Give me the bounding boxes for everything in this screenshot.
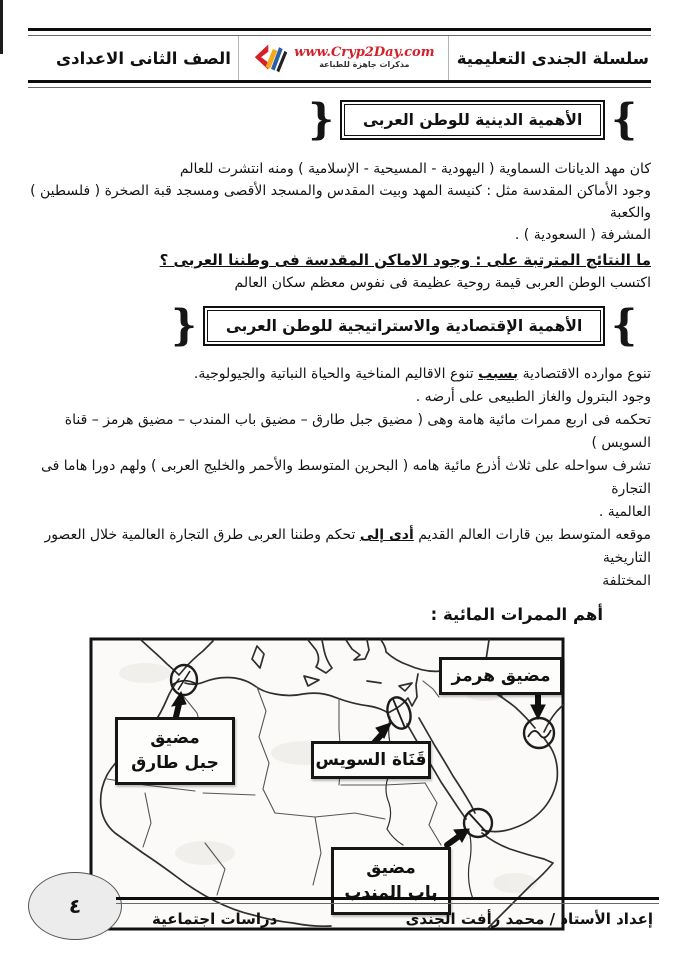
footer-rule: [116, 897, 659, 904]
text-line: وجود الأماكن المقدسة مثل : كنيسة المهد وبيت المقدس والمسجد الأقصى ومسجد قبة الصخرة ( فلسطين ) والكعبة: [30, 183, 651, 221]
grade-title: الصف الثانى الاعدادى: [56, 48, 231, 68]
page-header: [28, 36, 651, 80]
banner-ornament-right-icon: {: [171, 300, 197, 351]
logo: [238, 36, 449, 80]
banner-ornament-left-icon: }: [611, 94, 637, 145]
text-line: تنوع موارده الاقتصادية بسبب تنوع الاقاليم المناخية والحياة النباتية والجيولوجية.: [193, 366, 651, 382]
section1-paragraph: [28, 158, 651, 246]
section2-banner-row: [0, 300, 679, 354]
map-label-suez: قَنَاة السويس: [311, 741, 431, 779]
logo-tagline: مذكرات جاهزة للطباعة: [319, 59, 410, 69]
section1-banner-title: الأهمية الدينية للوطن العربى: [344, 104, 601, 136]
text-line: العالمية .: [598, 504, 651, 520]
waterways-heading: أهم الممرات المائية :: [430, 605, 603, 624]
waterways-map: [85, 633, 570, 935]
section2-banner: [171, 300, 637, 351]
map-label-bab-el-mandeb: مضيق باب المندب: [331, 847, 451, 915]
section1-question: ما النتائج المترتبة على : وجود الاماكن المقدسة فى وطننا العربى ؟: [159, 251, 651, 269]
banner-ornament-left-icon: }: [611, 300, 637, 351]
section2-paragraph: [28, 363, 651, 593]
section2-banner-title: الأهمية الإقتصادية والاستراتيجية للوطن العربى: [207, 310, 601, 342]
logo-text: [294, 46, 434, 69]
text-line: كان مهد الديانات السماوية ( اليهودية - المسيحية - الإسلامية ) ومنه انتشرت للعالم: [179, 161, 651, 177]
banner-ornament-right-icon: {: [308, 94, 334, 145]
section1-answer: اكتسب الوطن العربى قيمة روحية عظيمة فى نفوس معظم سكان العالم: [234, 275, 651, 291]
section1-banner: [308, 94, 637, 145]
page-number: ٤: [68, 894, 82, 918]
map-label-gibraltar: مضيق جبل طارق: [115, 717, 235, 785]
header-top-rule: [28, 28, 651, 36]
logo-url: www.Cryp2Day.com: [294, 45, 435, 61]
page-number-badge: [28, 872, 122, 940]
scan-edge-mark: [0, 0, 3, 54]
text-line: المختلفة: [602, 573, 651, 589]
text-line: وجود البترول والغاز الطبيعى على أرضه .: [415, 389, 651, 405]
cryp2day-arrow-icon: [253, 42, 289, 74]
text-line: المشرفة ( السعودية ) .: [514, 227, 651, 243]
text-line: موقعه المتوسط بين قارات العالم القديم أدى إلى تحكم وطننا العربى طرق التجارة العالمية خلال العصور التاريخية: [44, 527, 651, 566]
footer-prepared-by: إعداد الأستاذ / محمد رأفت الجندى: [405, 910, 653, 928]
footer-subject: دراسات اجتماعية: [152, 910, 278, 928]
section1-banner-row: [0, 94, 679, 148]
header-bottom-rule: [28, 80, 651, 88]
text-line: تشرف سواحله على ثلاث أذرع مائية هامه ( البحرين المتوسط والأحمر والخليج العربى ) ولهم دورا هاما فى التجارة: [40, 458, 651, 497]
map-label-hormuz: مضيق هرمز: [439, 657, 563, 695]
text-line: تحكمه فى اربع ممرات مائية هامة وهى ( مضيق جبل طارق – مضيق باب المندب – مضيق هرمز – قناة السويس ): [64, 412, 651, 451]
series-title: سلسلة الجندى التعليمية: [456, 48, 649, 68]
